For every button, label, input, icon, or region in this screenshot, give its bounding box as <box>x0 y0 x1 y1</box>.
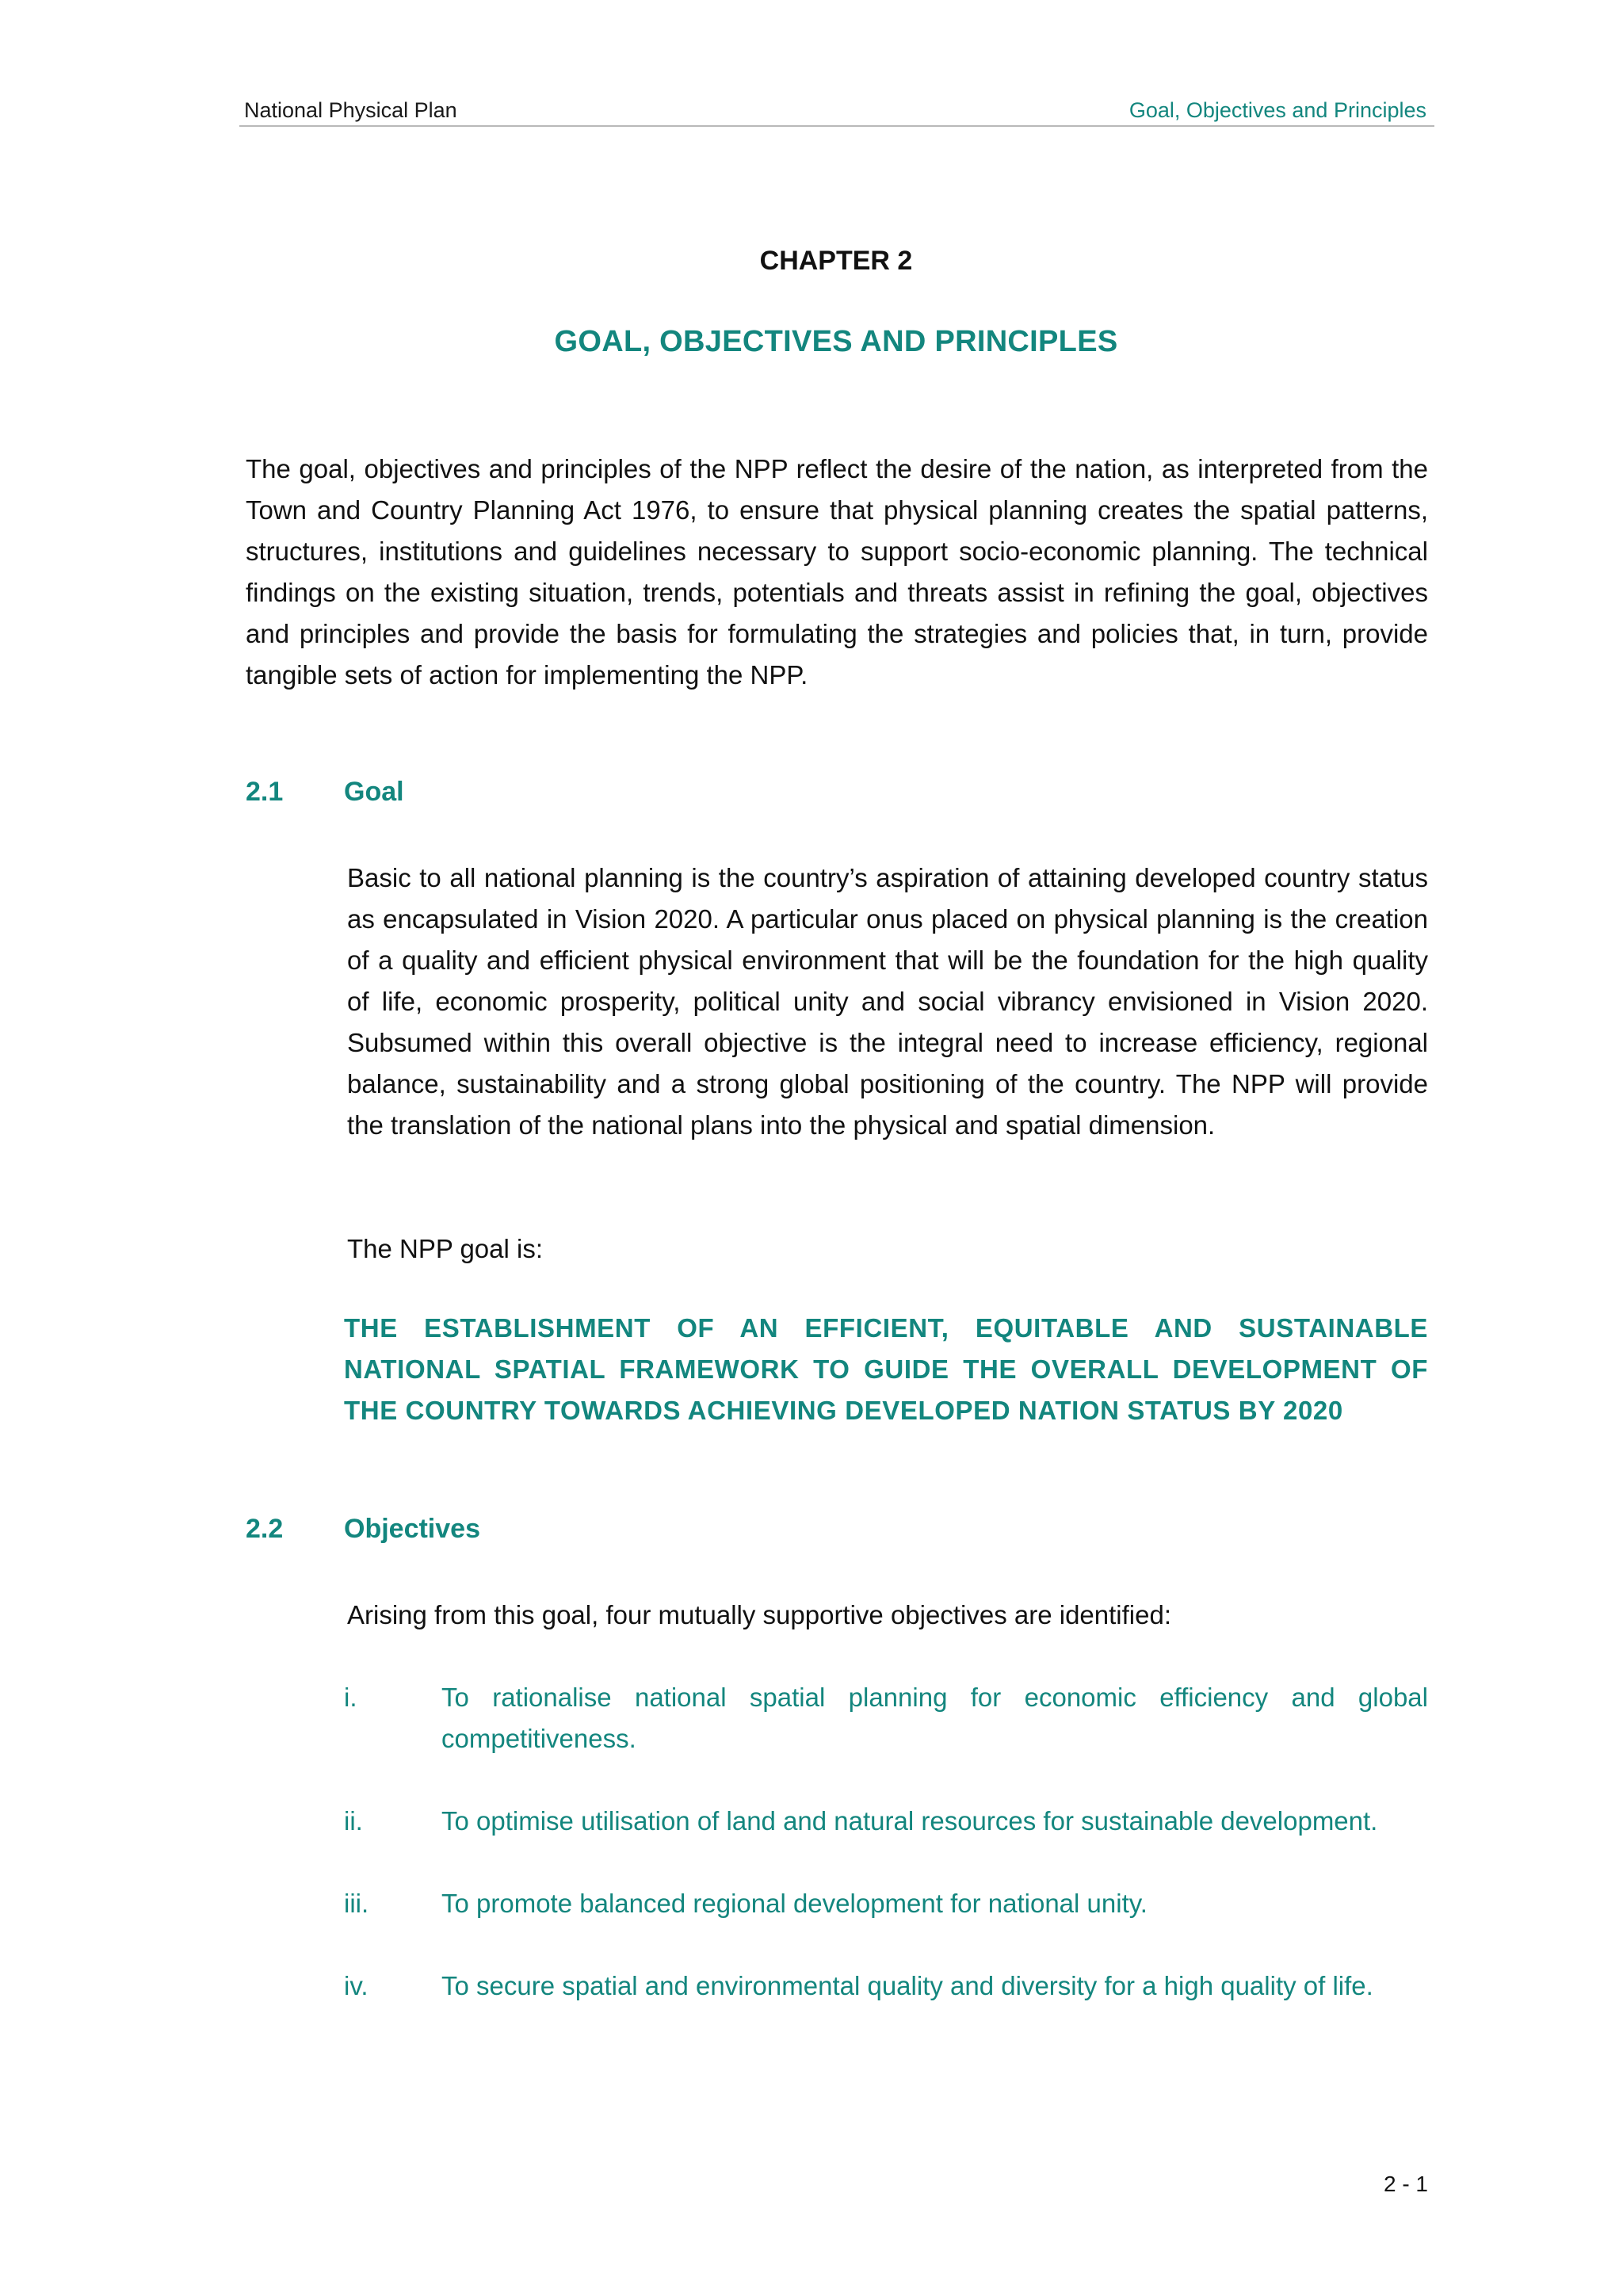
section-title: Objectives <box>344 1514 480 1544</box>
list-item <box>344 1883 1428 1924</box>
list-numeral: ii. <box>344 1806 363 1836</box>
list-item <box>344 1966 1428 2007</box>
list-item <box>344 1677 1428 1759</box>
list-item-text: To promote balanced regional development for national unity. <box>441 1889 1148 1918</box>
section-heading-goal <box>246 777 404 808</box>
chapter-label: CHAPTER 2 <box>759 246 913 276</box>
goal-paragraph: Basic to all national planning is the country’s aspiration of attaining developed country status as encapsulated in Vision 2020. A particular onus placed on physical planning is the creation of a quality and efficient physical environment that will be the foundation for the high quality of life, economic prosperity, political unity and social vibrancy envisioned in Vision 2020. Subsumed within this overall objective is the integral need to increase efficiency, regional balance, sustainability and a strong global positioning of the country. The NPP will provide the translation of the national plans into the physical and spatial dimension. <box>347 863 1428 1140</box>
header-document-title: National Physical Plan <box>244 98 457 122</box>
chapter-title: GOAL, OBJECTIVES AND PRINCIPLES <box>554 325 1118 358</box>
list-numeral: iv. <box>344 1971 369 2000</box>
running-header <box>239 95 1434 127</box>
list-item-text: To optimise utilisation of land and natural resources for sustainable development. <box>441 1806 1378 1836</box>
list-item <box>344 1801 1428 1842</box>
list-item-text: To rationalise national spatial planning for economic efficiency and global competitiveness. <box>441 1683 1428 1753</box>
list-item-text: To secure spatial and environmental quality and diversity for a high quality of life. <box>441 1971 1373 2000</box>
section-number: 2.2 <box>246 1514 284 1544</box>
section-number: 2.1 <box>246 777 284 807</box>
goal-lead-in: The NPP goal is: <box>347 1234 544 1263</box>
section-heading-objectives <box>246 1514 480 1545</box>
intro-paragraph: The goal, objectives and principles of the NPP reflect the desire of the nation, as interpreted from the Town and Country Planning Act 1976, to ensure that physical planning creates the spatial patterns, structures, institutions and guidelines necessary to support socio-economic planning. The technical findings on the existing situation, trends, potentials and threats assist in refining the goal, objectives and principles and provide the basis for formulating the strategies and policies that, in turn, provide tangible sets of action for implementing the NPP. <box>246 454 1428 690</box>
objectives-list <box>344 1677 1428 2007</box>
goal-statement: THE ESTABLISHMENT OF AN EFFICIENT, EQUITABLE AND SUSTAINABLE NATIONAL SPATIAL FRAMEWORK TO GUIDE THE OVERALL DEVELOPMENT OF THE COUNTRY TOWARDS ACHIEVING DEVELOPED NATION STATUS BY 2020 <box>344 1313 1428 1425</box>
list-numeral: iii. <box>344 1889 369 1918</box>
page-number: 2 - 1 <box>1383 2172 1428 2196</box>
header-chapter-title: Goal, Objectives and Principles <box>1128 98 1426 122</box>
section-title: Goal <box>344 777 404 807</box>
list-numeral: i. <box>344 1683 357 1712</box>
objectives-lead-in: Arising from this goal, four mutually supportive objectives are identified: <box>347 1600 1171 1629</box>
